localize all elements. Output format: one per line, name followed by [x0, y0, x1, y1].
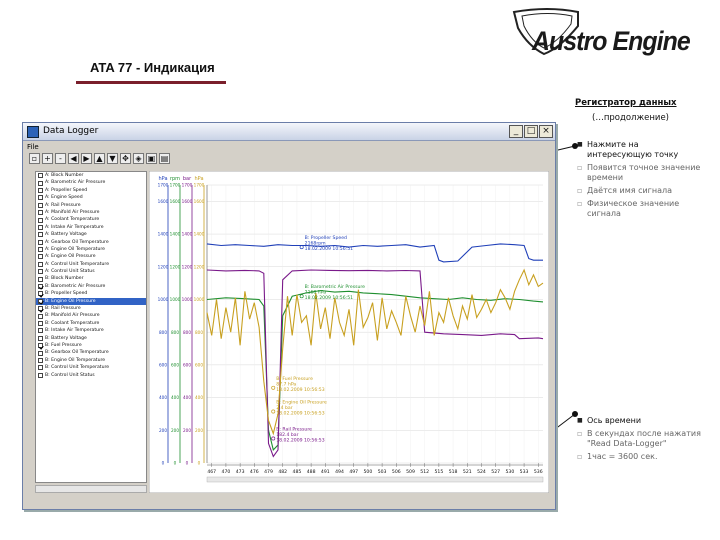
- signal-item[interactable]: [36, 335, 146, 342]
- signal-label: B: Block Number: [45, 276, 84, 282]
- bullet-sub: ▫ Физическое значение сигнала: [577, 199, 702, 219]
- signal-checkbox[interactable]: [38, 181, 43, 186]
- signal-item[interactable]: [36, 357, 146, 364]
- signal-checkbox[interactable]: [38, 299, 43, 304]
- signal-item[interactable]: [36, 239, 146, 246]
- annotation-label: 2.4 bar: [276, 405, 293, 411]
- signal-checkbox[interactable]: [38, 291, 43, 296]
- bullet-group-1: [577, 140, 702, 222]
- y-tick-label: 600: [171, 362, 179, 368]
- x-tick-label: 476: [249, 470, 259, 475]
- window-titlebar[interactable]: [23, 123, 555, 141]
- y-tick-label: 1600: [193, 198, 205, 204]
- signal-label: A: Control Unit Temperature: [45, 261, 110, 267]
- y-tick-label: 0: [173, 460, 177, 466]
- menu-file[interactable]: File: [27, 143, 39, 151]
- y-tick-label: 1600: [169, 198, 181, 204]
- annotation-label: 18.02.2009 10:56:53: [276, 438, 325, 444]
- signal-checkbox[interactable]: [38, 328, 43, 333]
- y-tick-label: 0: [197, 460, 201, 466]
- chart-scrollbar[interactable]: [207, 477, 543, 482]
- signal-checkbox[interactable]: [38, 358, 43, 363]
- signal-checkbox[interactable]: [38, 218, 43, 223]
- y-axis-header: rpm: [169, 176, 181, 182]
- annotation-label: B: Propeller Speed: [304, 236, 347, 242]
- annotation-label: B: Rail Pressure: [276, 427, 312, 433]
- signal-checkbox[interactable]: [38, 306, 43, 311]
- panel-subtitle: (…продолжение): [592, 113, 669, 123]
- x-tick-label: 488: [306, 470, 316, 475]
- y-tick-label: 400: [171, 395, 179, 401]
- signal-label: B: Barometric Air Pressure: [45, 283, 106, 289]
- zoom-in-icon[interactable]: +: [42, 153, 53, 164]
- y-tick-label: 0: [161, 460, 165, 466]
- signal-checkbox[interactable]: [38, 203, 43, 208]
- y-axis-header: bar: [182, 176, 192, 182]
- signal-item[interactable]: [36, 312, 146, 319]
- signal-checkbox[interactable]: [38, 269, 43, 274]
- signal-item[interactable]: [36, 202, 146, 209]
- y-tick-label: 200: [159, 427, 167, 433]
- signal-label: A: Intake Air Temperature: [45, 224, 104, 230]
- signal-label: B: Battery Voltage: [45, 335, 87, 341]
- signal-label: A: Gearbox Oil Temperature: [45, 239, 109, 245]
- signal-item[interactable]: [36, 231, 146, 238]
- annotation-label: 18.02.2009 10:56:51: [304, 247, 354, 253]
- signal-label: B: Propeller Speed: [45, 291, 88, 297]
- x-tick-label: 524: [477, 470, 486, 475]
- y-tick-label: 1200: [169, 264, 181, 270]
- x-tick-label: 482: [278, 470, 288, 475]
- bullet-sub: ▫ В секундах после нажатия "Read Data-Logger": [577, 429, 702, 449]
- signal-item[interactable]: [36, 320, 146, 327]
- annotation-label: B: Barometric Air Pressure: [304, 285, 366, 291]
- signal-item[interactable]: [36, 349, 146, 356]
- signal-item[interactable]: [36, 372, 146, 379]
- signal-checkbox[interactable]: [38, 247, 43, 252]
- signal-checkbox[interactable]: [38, 232, 43, 237]
- signal-checkbox[interactable]: [38, 254, 43, 259]
- annotation-label: B: Fuel Pressure: [276, 376, 313, 382]
- signal-item[interactable]: [36, 290, 146, 297]
- x-tick-label: 479: [264, 470, 273, 475]
- y-tick-label: 200: [195, 427, 203, 433]
- y-tick-label: 1600: [157, 198, 169, 204]
- app-icon: [27, 126, 39, 138]
- x-tick-label: 530: [505, 470, 515, 475]
- y-tick-label: 800: [159, 329, 167, 335]
- signal-label: A: Engine Speed: [45, 195, 83, 201]
- signal-label: A: Battery Voltage: [45, 232, 87, 238]
- annotation-label: 18.02.2009 10:56:51: [304, 296, 354, 302]
- signal-label: B: Fuel Pressure: [45, 342, 82, 348]
- signal-checkbox[interactable]: [38, 277, 43, 282]
- signal-checkbox[interactable]: [38, 343, 43, 348]
- signal-label: B: Control Unit Status: [45, 372, 95, 378]
- annotation-label: 2168 hPa: [304, 290, 327, 296]
- y-tick-label: 1400: [157, 231, 169, 237]
- signal-label: A: Barometric Air Pressure: [45, 180, 106, 186]
- signal-item[interactable]: [36, 275, 146, 282]
- signal-item[interactable]: [36, 327, 146, 334]
- signal-label: A: Engine Oil Pressure: [45, 254, 96, 260]
- annotation-label: 2168rpm: [304, 241, 326, 247]
- y-tick-label: 1400: [181, 231, 193, 237]
- panel-title: Регистратор данных: [575, 98, 677, 108]
- x-tick-label: 491: [320, 470, 330, 475]
- x-tick-label: 473: [235, 470, 245, 475]
- y-tick-label: 400: [183, 395, 191, 401]
- signal-item[interactable]: [36, 187, 146, 194]
- y-tick-label: 600: [183, 362, 191, 368]
- x-tick-label: 509: [406, 470, 415, 475]
- x-tick-label: 536: [533, 470, 543, 475]
- bullet-sub: ▫ Даётся имя сигнала: [577, 186, 702, 196]
- y-tick-label: 200: [183, 427, 191, 433]
- signal-checkbox[interactable]: [38, 314, 43, 319]
- y-tick-label: 1600: [181, 198, 193, 204]
- x-tick-label: 485: [292, 470, 302, 475]
- signal-checkbox[interactable]: [38, 173, 43, 178]
- y-tick-label: 1200: [181, 264, 193, 270]
- signal-checkbox[interactable]: [38, 210, 43, 215]
- signal-checkbox[interactable]: [38, 336, 43, 341]
- line-chart[interactable]: [149, 171, 549, 493]
- y-tick-label: 1700: [169, 182, 181, 188]
- y-tick-label: 400: [159, 395, 167, 401]
- signal-label: A: Coolant Temperature: [45, 217, 100, 223]
- signal-label: B: Manifold Air Pressure: [45, 313, 100, 319]
- data-logger-window: [22, 122, 556, 510]
- x-tick-label: 512: [420, 470, 430, 475]
- signal-checkbox[interactable]: [38, 225, 43, 230]
- bullet-main: ■ Ось времени: [577, 416, 702, 426]
- y-tick-label: 1000: [169, 297, 181, 303]
- x-tick-label: 527: [491, 470, 501, 475]
- signal-label: B: Gearbox Oil Temperature: [45, 350, 109, 356]
- annotation-label: 87.7 hPa: [276, 382, 297, 388]
- y-tick-label: 1700: [181, 182, 193, 188]
- signal-item[interactable]: [36, 194, 146, 201]
- page-icon[interactable]: ▫: [29, 153, 40, 164]
- fit-y-icon[interactable]: ▤: [160, 154, 169, 163]
- x-tick-label: 500: [363, 470, 373, 475]
- x-tick-label: 506: [391, 470, 401, 475]
- y-tick-label: 800: [195, 329, 203, 335]
- y-tick-label: 1700: [193, 182, 205, 188]
- y-tick-label: 1000: [181, 297, 193, 303]
- x-tick-label: 497: [349, 470, 359, 475]
- fit-x-icon[interactable]: ▣: [147, 154, 156, 163]
- signal-item[interactable]: [36, 268, 146, 275]
- signal-label: B: Intake Air Temperature: [45, 328, 104, 334]
- signal-checkbox[interactable]: [38, 321, 43, 326]
- y-tick-label: 800: [183, 329, 191, 335]
- signal-item[interactable]: [36, 246, 146, 253]
- signal-label: A: Rail Pressure: [45, 202, 81, 208]
- x-tick-label: 467: [207, 470, 217, 475]
- signal-item[interactable]: [36, 224, 146, 231]
- slide-title: ATA 77 - Индикация: [90, 60, 215, 75]
- y-axis-header: hPa: [194, 176, 204, 182]
- signal-label: A: Propeller Speed: [45, 187, 88, 193]
- signal-label: A: Manifold Air Pressure: [45, 209, 100, 215]
- signal-label: B: Engine Oil Pressure: [45, 298, 96, 304]
- signal-item[interactable]: [36, 261, 146, 268]
- arrow-left-icon[interactable]: ◀: [68, 153, 79, 164]
- signal-item[interactable]: [36, 179, 146, 186]
- y-tick-label: 0: [185, 460, 189, 466]
- y-tick-label: 1000: [193, 297, 205, 303]
- zoom-out-icon[interactable]: -: [55, 153, 66, 164]
- horizontal-scrollbar[interactable]: [35, 485, 147, 493]
- title-underline: [76, 81, 226, 84]
- signal-checkbox[interactable]: [38, 365, 43, 370]
- y-tick-label: 600: [159, 362, 167, 368]
- annotation-label: 18.02.2009 10:56:53: [276, 387, 325, 393]
- window-title: Data Logger: [43, 126, 99, 136]
- minimize-button[interactable]: _: [509, 125, 523, 138]
- y-tick-label: 1200: [157, 264, 169, 270]
- signal-label: B: Coolant Temperature: [45, 320, 100, 326]
- y-tick-label: 1200: [193, 264, 205, 270]
- signal-item[interactable]: [36, 298, 146, 305]
- signal-checkbox[interactable]: [38, 195, 43, 200]
- bullet-sub: ▫ Появится точное значение времени: [577, 163, 702, 183]
- x-tick-label: 533: [519, 470, 529, 475]
- fit-icon[interactable]: ◈: [133, 153, 144, 164]
- signal-label: A: Control Unit Status: [45, 269, 95, 275]
- signal-checkbox[interactable]: [38, 188, 43, 193]
- y-tick-label: 600: [195, 362, 203, 368]
- close-button[interactable]: ×: [539, 125, 553, 138]
- arrow-right-icon[interactable]: ▶: [81, 153, 92, 164]
- x-tick-label: 494: [335, 470, 344, 475]
- move-icon[interactable]: ✥: [120, 153, 131, 164]
- annotation-label: 182.4 bar: [276, 432, 299, 438]
- brand-name: Austro Engine: [532, 26, 690, 56]
- signal-label: A: Block Number: [45, 173, 84, 178]
- y-tick-label: 200: [171, 427, 179, 433]
- signal-label: B: Control Unit Temperature: [45, 365, 110, 371]
- signal-item[interactable]: [36, 216, 146, 223]
- signal-label: B: Rail Pressure: [45, 306, 81, 312]
- signal-item[interactable]: [36, 364, 146, 371]
- signal-item[interactable]: [36, 253, 146, 260]
- y-tick-label: 1700: [157, 182, 169, 188]
- signal-item[interactable]: [36, 283, 146, 290]
- signal-checkbox[interactable]: [38, 373, 43, 378]
- y-tick-label: 1000: [157, 297, 169, 303]
- signal-checkbox[interactable]: [38, 240, 43, 245]
- y-tick-label: 1400: [193, 231, 205, 237]
- signal-item[interactable]: [36, 209, 146, 216]
- arrow-up-icon[interactable]: ▲: [94, 153, 105, 164]
- bullet-sub: ▫ 1час = 3600 сек.: [577, 452, 702, 462]
- signal-list: [35, 171, 147, 483]
- maximize-button[interactable]: □: [524, 125, 538, 138]
- x-tick-label: 470: [221, 470, 231, 475]
- y-tick-label: 1400: [169, 231, 181, 237]
- signal-item[interactable]: [36, 305, 146, 312]
- x-tick-label: 503: [377, 470, 387, 475]
- signal-checkbox[interactable]: [38, 262, 43, 267]
- signal-checkbox[interactable]: [38, 351, 43, 356]
- annotation-label: B: Engine Oil Pressure: [276, 400, 327, 406]
- signal-checkbox[interactable]: [38, 284, 43, 289]
- y-axis-header: hPa: [158, 176, 168, 182]
- y-tick-label: 400: [195, 395, 203, 401]
- signal-item[interactable]: [36, 172, 146, 179]
- bullet-group-2: [577, 416, 702, 465]
- y-tick-label: 800: [171, 329, 179, 335]
- signal-label: B: Engine Oil Temperature: [45, 357, 106, 363]
- x-tick-label: 521: [462, 470, 472, 475]
- arrow-down-icon[interactable]: ▼: [107, 153, 118, 164]
- annotation-label: 18.02.2009 10:56:53: [276, 411, 325, 417]
- bullet-main: ■ Нажмите на интересующую точку: [577, 140, 702, 160]
- signal-item[interactable]: [36, 342, 146, 349]
- x-tick-label: 515: [434, 470, 444, 475]
- signal-label: A: Engine Oil Temperature: [45, 246, 106, 252]
- x-tick-label: 518: [448, 470, 458, 475]
